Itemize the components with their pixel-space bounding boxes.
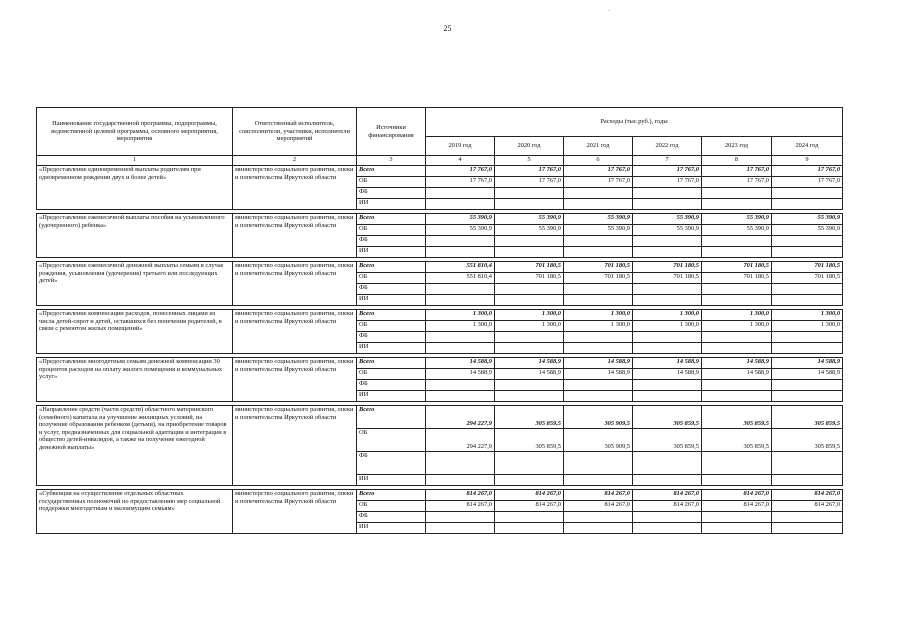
expense-value (702, 475, 772, 486)
expense-value: 1 300,0 (772, 310, 843, 321)
table-body (37, 166, 843, 534)
expense-value (633, 332, 702, 343)
expense-value (564, 188, 633, 199)
expense-value: 305 859,5 (772, 429, 843, 452)
expense-value: 14 588,9 (564, 369, 633, 380)
expense-value: 14 588,9 (564, 358, 633, 369)
expense-value (495, 199, 564, 210)
expense-value (702, 284, 772, 295)
expense-value: 305 859,5 (495, 429, 564, 452)
expense-value: 294 227,9 (426, 429, 495, 452)
measure-name: «Предоставление единовременной выплаты родителям при одновременном рождении двух и более детей» (37, 166, 233, 210)
column-number: 9 (772, 156, 843, 166)
measure-name: «Предоставление многодетным семьям денежной компенсации 30 процентов расходов на оплату жилого помещения и коммунальных услуг» (37, 358, 233, 402)
expense-value (564, 512, 633, 523)
header-year: 2020 год (495, 137, 564, 156)
funding-source: ИИ (357, 391, 426, 402)
header-year: 2021 год (564, 137, 633, 156)
expense-value (772, 188, 843, 199)
funding-source: ФБ (357, 332, 426, 343)
expense-value (772, 452, 843, 475)
expense-value: 14 588,9 (702, 369, 772, 380)
expense-value: 814 267,0 (495, 490, 564, 501)
expense-value (772, 343, 843, 354)
expense-value (702, 188, 772, 199)
expense-value (633, 188, 702, 199)
expense-value (702, 236, 772, 247)
expense-value: 55 390,9 (564, 225, 633, 236)
expense-value: 55 390,9 (633, 214, 702, 225)
funding-source: Всего (357, 262, 426, 273)
expense-value: 305 859,5 (633, 406, 702, 429)
expense-value (772, 391, 843, 402)
expense-value: 814 267,0 (564, 490, 633, 501)
expense-value: 305 859,5 (702, 429, 772, 452)
expense-value: 17 767,0 (564, 166, 633, 177)
column-number: 5 (495, 156, 564, 166)
expense-value (564, 284, 633, 295)
expense-value (702, 512, 772, 523)
expense-value: 55 390,9 (495, 225, 564, 236)
expense-value: 14 588,9 (633, 369, 702, 380)
header-expenses: Расходы (тыс.руб.), годы (426, 108, 843, 137)
expense-value: 701 180,5 (702, 273, 772, 284)
budget-table (36, 107, 843, 534)
measure-name: «Субвенция на осуществление отдельных областных государственных полномочий по предоставлению мер социальной поддержки многодетным и малоимущим семьям» (37, 490, 233, 534)
measure-name: «Предоставление компенсации расходов, понесенных лицами из числа детей-сирот и детей, оставшихся без попечения родителей, в связи с ремонтом жилых помещений» (37, 310, 233, 354)
funding-source: Всего (357, 310, 426, 321)
funding-source: ОБ (357, 273, 426, 284)
expense-value (564, 247, 633, 258)
expense-value (633, 452, 702, 475)
expense-value (772, 332, 843, 343)
funding-source: Всего (357, 406, 426, 429)
table-row (37, 262, 843, 273)
expense-value (495, 236, 564, 247)
expense-value (426, 523, 495, 534)
expense-value: 1 300,0 (426, 321, 495, 332)
funding-source: Всего (357, 490, 426, 501)
expense-value (633, 284, 702, 295)
expense-value: 701 180,5 (564, 262, 633, 273)
expense-value (426, 247, 495, 258)
expense-value: 55 390,9 (564, 214, 633, 225)
expense-value: 17 767,0 (633, 166, 702, 177)
expense-value (633, 343, 702, 354)
expense-value (495, 284, 564, 295)
expense-value: 701 180,5 (564, 273, 633, 284)
expense-value: 294 227,9 (426, 406, 495, 429)
expense-value: 814 267,0 (564, 501, 633, 512)
expense-value: 305 859,5 (633, 429, 702, 452)
column-number: 7 (633, 156, 702, 166)
funding-source: ОБ (357, 321, 426, 332)
expense-value (495, 475, 564, 486)
expense-value: 701 180,5 (633, 273, 702, 284)
expense-value: 14 588,9 (772, 369, 843, 380)
expense-value: 814 267,0 (772, 501, 843, 512)
expense-value (633, 512, 702, 523)
expense-value (564, 380, 633, 391)
expense-value (564, 295, 633, 306)
funding-source: ИИ (357, 475, 426, 486)
funding-source: ИИ (357, 247, 426, 258)
expense-value: 14 588,9 (495, 358, 564, 369)
expense-value: 701 180,5 (495, 273, 564, 284)
expense-value (633, 295, 702, 306)
expense-value: 17 767,0 (426, 177, 495, 188)
expense-value: 55 390,9 (772, 214, 843, 225)
funding-source: ОБ (357, 225, 426, 236)
expense-value: 305 909,5 (564, 406, 633, 429)
expense-value (702, 295, 772, 306)
funding-source: ФБ (357, 236, 426, 247)
measure-name: «Направление средств (части средств) областного материнского (семейного) капитала на улучшение жилищных условий, на получение образования ребенком (детьми), на приобретение товаров и услуг, предназначенных для социальной адаптации и интеграции в общество детей-инвалидов, а также на получение ежегодной денежной выплаты» (37, 406, 233, 486)
column-number: 4 (426, 156, 495, 166)
measure-executor: министерство социального развития, опеки и попечительства Иркутской области (233, 310, 357, 354)
expense-value (772, 295, 843, 306)
expense-value (426, 332, 495, 343)
expense-value: 305 859,5 (495, 406, 564, 429)
expense-value (633, 523, 702, 534)
expense-value (426, 512, 495, 523)
funding-source: ОБ (357, 177, 426, 188)
expense-value (495, 188, 564, 199)
expense-value: 17 767,0 (772, 166, 843, 177)
expense-value (495, 380, 564, 391)
expense-value (564, 332, 633, 343)
expense-value: 814 267,0 (633, 501, 702, 512)
expense-value: 305 859,5 (772, 406, 843, 429)
funding-source: ФБ (357, 284, 426, 295)
table-row (37, 166, 843, 177)
expense-value: 814 267,0 (633, 490, 702, 501)
header-year: 2022 год (633, 137, 702, 156)
expense-value (702, 332, 772, 343)
expense-value (772, 380, 843, 391)
expense-value (426, 343, 495, 354)
funding-source: ФБ (357, 512, 426, 523)
expense-value (495, 512, 564, 523)
expense-value: 55 390,9 (702, 214, 772, 225)
expense-value (702, 391, 772, 402)
expense-value: 1 300,0 (772, 321, 843, 332)
funding-source: Всего (357, 214, 426, 225)
funding-source: ИИ (357, 523, 426, 534)
expense-value: 55 390,9 (633, 225, 702, 236)
expense-value (564, 199, 633, 210)
expense-value (426, 380, 495, 391)
expense-value: 814 267,0 (426, 501, 495, 512)
expense-value: 814 267,0 (426, 490, 495, 501)
expense-value: 701 180,5 (495, 262, 564, 273)
funding-source: Всего (357, 166, 426, 177)
expense-value (702, 452, 772, 475)
measure-executor: министерство социального развития, опеки и попечительства Иркутской области (233, 358, 357, 402)
measure-executor: министерство социального развития, опеки и попечительства Иркутской области (233, 214, 357, 258)
expense-value (564, 391, 633, 402)
expense-value (564, 452, 633, 475)
expense-value (633, 391, 702, 402)
expense-value (495, 523, 564, 534)
expense-value (495, 452, 564, 475)
measure-executor: министерство социального развития, опеки и попечительства Иркутской области (233, 406, 357, 486)
measure-name: «Предоставление ежемесячной денежной выплаты семьям в случае рождения, усыновления (удочерения) третьего или последующих детей» (37, 262, 233, 306)
expense-value (772, 199, 843, 210)
expense-value (495, 332, 564, 343)
expense-value: 814 267,0 (772, 490, 843, 501)
scan-dot: . (608, 4, 610, 13)
expense-value (702, 523, 772, 534)
header-executor: Ответственный исполнитель, соисполнители, участники, исполнители мероприятий (233, 108, 357, 156)
expense-value: 55 390,9 (772, 225, 843, 236)
expense-value: 17 767,0 (772, 177, 843, 188)
table-row (37, 406, 843, 429)
expense-value: 701 180,5 (702, 262, 772, 273)
expense-value: 814 267,0 (495, 501, 564, 512)
funding-source: ФБ (357, 188, 426, 199)
expense-value (495, 295, 564, 306)
expense-value (702, 380, 772, 391)
header-year: 2019 год (426, 137, 495, 156)
expense-value (426, 475, 495, 486)
expense-value: 14 588,9 (633, 358, 702, 369)
header-name: Наименование государственной программы, подпрограммы, ведомственной целевой программы, основного мероприятия, мероприятия (37, 108, 233, 156)
table-row (37, 358, 843, 369)
measure-name: «Предоставление ежемесячной выплаты пособия на усыновленного (удочеренного) ребенка» (37, 214, 233, 258)
expense-value (772, 523, 843, 534)
funding-source: ИИ (357, 343, 426, 354)
expense-value: 1 300,0 (702, 310, 772, 321)
expense-value (772, 236, 843, 247)
expense-value: 1 300,0 (633, 310, 702, 321)
funding-source: ФБ (357, 380, 426, 391)
funding-source: ОБ (357, 429, 426, 452)
column-number: 1 (37, 156, 233, 166)
expense-value: 701 180,5 (772, 273, 843, 284)
expense-value: 551 810,4 (426, 262, 495, 273)
expense-value (426, 188, 495, 199)
expense-value (426, 452, 495, 475)
expense-value (564, 475, 633, 486)
expense-value (702, 199, 772, 210)
expense-value (564, 343, 633, 354)
expense-value: 701 180,5 (633, 262, 702, 273)
expense-value: 1 300,0 (702, 321, 772, 332)
header-year: 2024 год (772, 137, 843, 156)
expense-value (633, 475, 702, 486)
measure-executor: министерство социального развития, опеки и попечительства Иркутской области (233, 490, 357, 534)
table-row (37, 490, 843, 501)
expense-value (564, 523, 633, 534)
expense-value: 1 300,0 (633, 321, 702, 332)
expense-value (495, 391, 564, 402)
table-row (37, 310, 843, 321)
expense-value: 1 300,0 (564, 321, 633, 332)
expense-value: 55 390,9 (426, 225, 495, 236)
expense-value (633, 236, 702, 247)
expense-value: 55 390,9 (495, 214, 564, 225)
expense-value: 14 588,9 (772, 358, 843, 369)
funding-source: ОБ (357, 369, 426, 380)
funding-source: ИИ (357, 199, 426, 210)
funding-source: ИИ (357, 295, 426, 306)
column-number: 6 (564, 156, 633, 166)
expense-value (426, 391, 495, 402)
expense-value: 305 859,5 (702, 406, 772, 429)
measure-executor: министерство социального развития, опеки и попечительства Иркутской области (233, 166, 357, 210)
expense-value: 1 300,0 (495, 310, 564, 321)
expense-value (564, 236, 633, 247)
expense-value: 17 767,0 (702, 177, 772, 188)
expense-value: 1 300,0 (426, 310, 495, 321)
measure-executor: министерство социального развития, опеки и попечительства Иркутской области (233, 262, 357, 306)
expense-value (772, 247, 843, 258)
expense-value: 14 588,9 (702, 358, 772, 369)
expense-value (426, 284, 495, 295)
column-number: 3 (357, 156, 426, 166)
expense-value (495, 343, 564, 354)
page-number: 25 (443, 24, 452, 33)
expense-value: 55 390,9 (426, 214, 495, 225)
expense-value: 17 767,0 (495, 166, 564, 177)
expense-value: 14 588,9 (426, 369, 495, 380)
expense-value: 1 300,0 (495, 321, 564, 332)
expense-value: 14 588,9 (426, 358, 495, 369)
expense-value: 17 767,0 (702, 166, 772, 177)
funding-source: Всего (357, 358, 426, 369)
expense-value: 17 767,0 (564, 177, 633, 188)
expense-value: 17 767,0 (633, 177, 702, 188)
funding-source: ФБ (357, 452, 426, 475)
expense-value: 17 767,0 (426, 166, 495, 177)
expense-value: 701 180,5 (772, 262, 843, 273)
expense-value: 814 267,0 (702, 501, 772, 512)
expense-value: 814 267,0 (702, 490, 772, 501)
expense-value (426, 295, 495, 306)
expense-value (702, 343, 772, 354)
expense-value (772, 475, 843, 486)
table-row (37, 214, 843, 225)
expense-value: 55 390,9 (702, 225, 772, 236)
expense-value (772, 284, 843, 295)
expense-value (633, 199, 702, 210)
expense-value (772, 512, 843, 523)
expense-value (426, 236, 495, 247)
column-number: 8 (702, 156, 772, 166)
funding-source: ОБ (357, 501, 426, 512)
expense-value (426, 199, 495, 210)
header-year: 2023 год (702, 137, 772, 156)
expense-value: 305 909,5 (564, 429, 633, 452)
expense-value: 14 588,9 (495, 369, 564, 380)
expense-value: 551 810,4 (426, 273, 495, 284)
header-source: Источники финансирования (357, 108, 426, 156)
expense-value: 17 767,0 (495, 177, 564, 188)
column-number: 2 (233, 156, 357, 166)
expense-value: 1 300,0 (564, 310, 633, 321)
expense-value (495, 247, 564, 258)
expense-value (702, 247, 772, 258)
expense-value (633, 247, 702, 258)
expense-value (633, 380, 702, 391)
